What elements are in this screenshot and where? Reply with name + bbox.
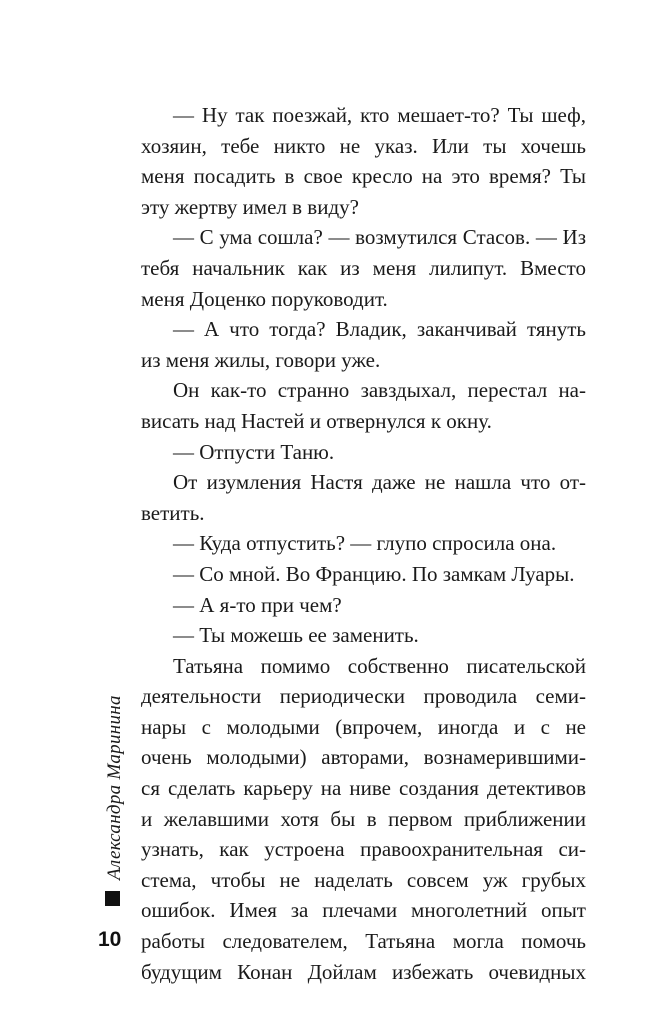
body-text bbox=[141, 100, 586, 987]
text-line: будущим Конан Дойлам избежать очевидных bbox=[141, 959, 586, 984]
text-line: из меня жилы, говори уже. bbox=[141, 347, 381, 372]
text-line: узнать, как устроена правоохранительная си- bbox=[141, 837, 586, 862]
text-line: — С ума сошла? — возмутился Стасов. — Из bbox=[173, 225, 586, 250]
text-line: тебя начальник как из меня лилипут. Вместо bbox=[141, 255, 586, 280]
text-line: — Куда отпустить? — глупо спросила она. bbox=[173, 531, 557, 556]
page-number: 10 bbox=[98, 928, 122, 951]
text-line: Татьяна помимо собственно писательской bbox=[173, 653, 586, 678]
text-line: — Ты можешь ее заменить. bbox=[173, 623, 419, 648]
text-line: работы следователем, Татьяна могла помочь bbox=[141, 929, 586, 954]
text-line: Он как-то странно завздыхал, перестал на- bbox=[173, 378, 586, 403]
text-line: очень молодыми) авторами, вознамерившими- bbox=[141, 745, 586, 770]
text-line: От изумления Настя даже не нашла что от- bbox=[173, 470, 586, 495]
text-line: меня Доценко поруководит. bbox=[141, 286, 388, 311]
text-line: — А что тогда? Владик, заканчивай тянуть bbox=[173, 317, 586, 342]
running-head-author: Александра Маринина bbox=[104, 695, 125, 880]
text-line: эту жертву имел в виду? bbox=[141, 194, 359, 219]
text-line: меня посадить в свое кресло на это время? Ты bbox=[141, 164, 586, 189]
text-line: ся сделать карьеру на ниве создания детективов bbox=[141, 776, 586, 801]
text-line: деятельности периодически проводила семи- bbox=[141, 684, 586, 709]
text-line: стема, чтобы не наделать совсем уж грубых bbox=[141, 867, 586, 892]
text-line: ветить. bbox=[141, 500, 205, 525]
text-line: — Отпусти Таню. bbox=[173, 439, 335, 464]
text-line: ошибок. Имея за плечами многолетний опыт bbox=[141, 898, 586, 923]
text-line: хозяин, тебе никто не указ. Или ты хочешь bbox=[141, 133, 586, 158]
square-marker-icon bbox=[105, 891, 120, 906]
text-line: — А я-то при чем? bbox=[173, 592, 342, 617]
text-line: висать над Настей и отвернулся к окну. bbox=[141, 408, 492, 433]
text-line: — Со мной. Во Францию. По замкам Луары. bbox=[173, 561, 575, 586]
text-line: — Ну так поезжай, кто мешает-то? Ты шеф, bbox=[173, 103, 586, 127]
text-line: нары с молодыми (впрочем, иногда и с не bbox=[141, 714, 586, 739]
text-line: и желавшими хотя бы в первом приближении bbox=[141, 806, 586, 831]
